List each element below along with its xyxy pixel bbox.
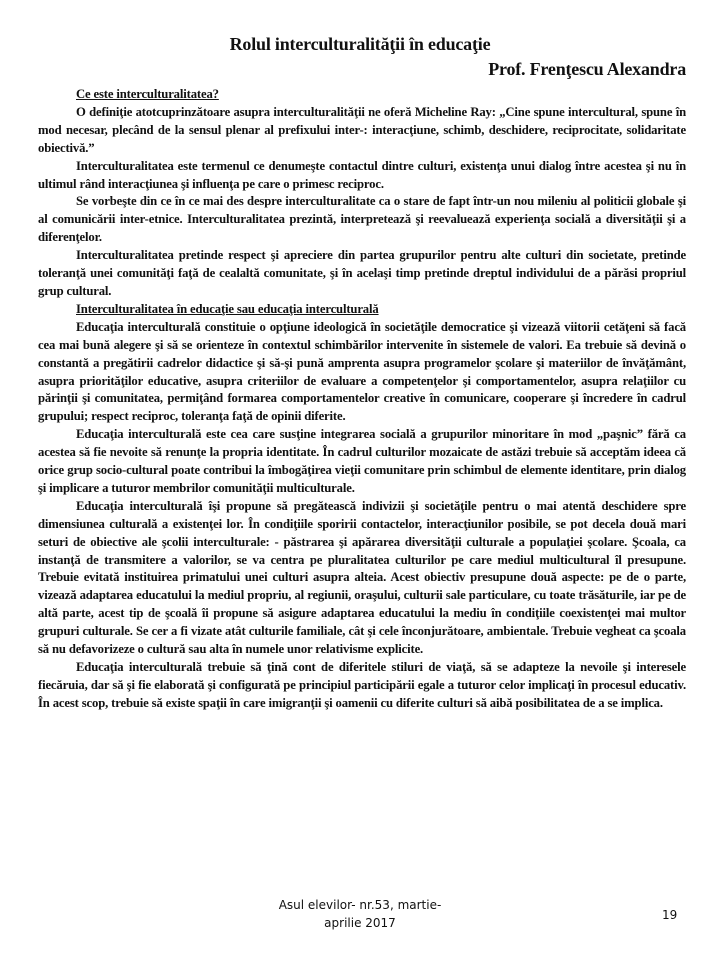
section-heading: Interculturalitatea în educaţie sau educaţia interculturală bbox=[76, 301, 379, 316]
footer-publication-line: Asul elevilor- nr.53, martie- bbox=[278, 898, 442, 912]
paragraph: Interculturalitatea pretinde respect şi apreciere din partea grupurilor pentru alte culturi din societate, pretinde toleranţă unei comunităţi faţă de cealaltă comunitate, şi în acelaşi timp pretinde dreptul individului de a părăsi propriul grup cultural. bbox=[38, 248, 686, 298]
article-body bbox=[38, 86, 686, 713]
paragraph: Educaţia interculturală trebuie să ţină cont de diferitele stiluri de viaţă, să se adapteze la nevoile şi interesele fiecăruia, dar să şi fie elaborată şi configurată pe principiul participării egale a tuturor celor implicaţi în procesul educativ. În acest scop, trebuie să existe spaţii în care imigranţii şi oamenii cu diferite culturi să aibă posibilitatea de a se implica. bbox=[38, 660, 686, 710]
page-footer bbox=[260, 896, 460, 932]
page-number: 19 bbox=[662, 908, 678, 922]
paragraph: Educaţia interculturală este cea care susţine integrarea socială a grupurilor minoritare în mod „paşnic” fără ca acestea să fie nevoite să renunţe la propria identitate. În cadrul culturilor mozaicate de astăzi trebuie să acceptăm ideea că orice grup socio-cultural poate contribui la îmbogăţirea vieţii comunitare prin schimbul de elemente identitare, prin dialog şi implicare a tuturor membrilor comunităţii multiculturale. bbox=[38, 427, 686, 495]
paragraph: Educaţia interculturală constituie o opţiune ideologică în societăţile democratice şi vizează viitorii cetăţeni să facă cea mai bună alegere şi să se orienteze în contextul schimbărilor intervenite în sistemele de valori. Ea trebuie să devină o constantă a pregătirii cadrelor didactice şi să-şi pună amprenta asupra programelor şcolare şi materiilor de învăţământ, asupra priorităţilor educative, asupra criteriilor de evaluare a competenţelor şi comportamentelor, asupra relaţiilor cu părinţii şi comunitatea, permiţând formarea comportamentelor creative în comunicare, cooperare şi încredere în cadrul grupului; respect reciproc, toleranţa faţă de opinii diferite. bbox=[38, 319, 686, 424]
paragraph: O definiţie atotcuprinzătoare asupra interculturalităţii ne oferă Micheline Ray: „Cine spune intercultural, spune în mod necesar, plecând de la sensul plenar al prefixului inter-: interacţiune, schimb, deschidere, reciprocitate, solidaritate obiectivă.” bbox=[38, 104, 686, 155]
paragraph: Educaţia interculturală îşi propune să pregătească indivizii şi societăţile pentru o mai atentă deschidere spre dimensiunea culturală a existenţei lor. În condiţiile sporirii contactelor, interacţiunilor posibile, se pot decela două mari seturi de obiective ale şcolii interculturale: - păstrarea şi apărarea diversităţii culturale a populaţiei şcolare. Şcoala, ca instanţă de transmitere a valorilor, se va centra pe pluralitatea culturilor pe care mediul multicultural îl presupune. Trebuie evitată instituirea primatului unei culturi asupra alteia. Acest obiectiv presupune două aspecte: pe de o parte, vizează adaptarea educatului la mediul propriu, al regiunii, oraşului, culturii sale particulare, cu toate trăsăturile, iar pe de altă parte, acest tip de şcoală îi propune să asigure adaptarea educatului la mediu în condiţiile coexistenţei mai multor grupuri culturale. Se cer a fi vizate atât culturile familiale, cât şi cele înconjurătoare, ambientale. Trebuie vegheat ca şcoala să nu defavorizeze o cultură sau alta în numele unor relativisme explicite. bbox=[38, 498, 686, 657]
paragraph: Interculturalitatea este termenul ce denumeşte contactul dintre culturi, existenţa unui dialog între acestea şi nu în ultimul rând interacţiunea şi influenţa pe care o primesc reciproc. bbox=[38, 158, 686, 191]
section-heading: Ce este interculturalitatea? bbox=[76, 87, 219, 101]
paragraph: Se vorbeşte din ce în ce mai des despre interculturalitate ca o stare de fapt într-un nou mileniu al politicii globale şi al comunicării inter-etnice. Interculturalitatea prezintă, interpretează şi reevaluează experienţa socială a diversităţii şi a diferenţelor. bbox=[38, 194, 686, 245]
article-author: Prof. Frenţescu Alexandra bbox=[488, 59, 686, 79]
article-title: Rolul interculturalităţii în educaţie bbox=[229, 34, 491, 54]
footer-date-line: aprilie 2017 bbox=[324, 916, 396, 930]
